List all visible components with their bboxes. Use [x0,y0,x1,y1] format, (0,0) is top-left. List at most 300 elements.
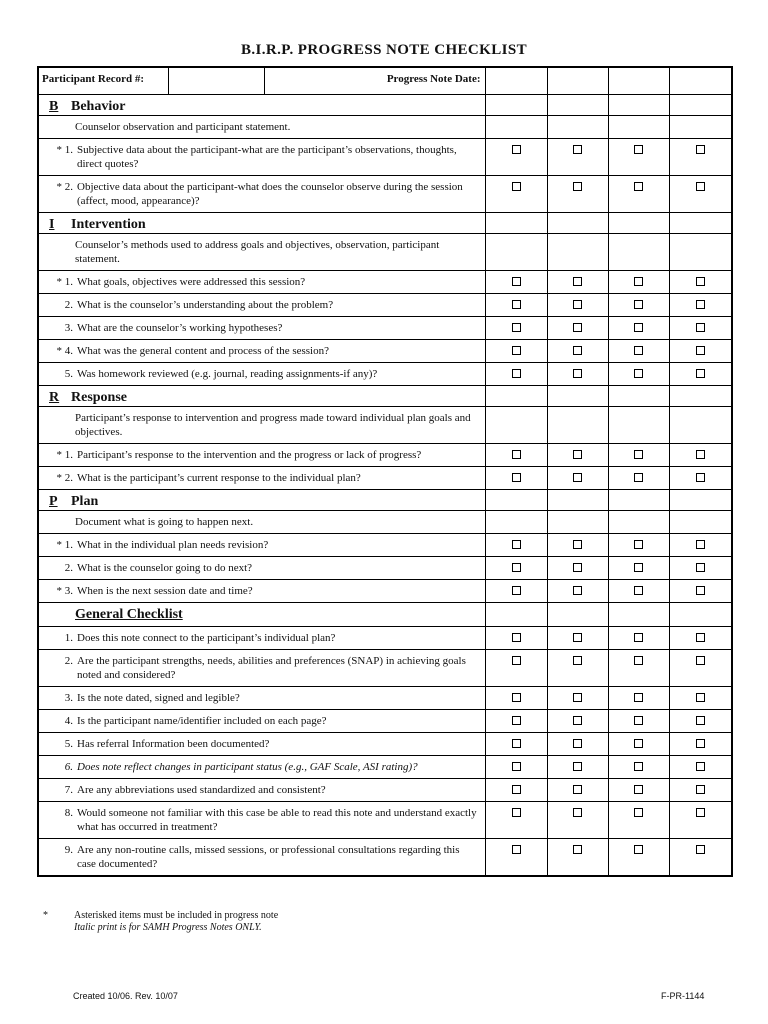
checkbox[interactable] [696,808,705,817]
section-name: Plan [71,494,99,509]
date-field-2[interactable] [547,67,608,95]
checkbox[interactable] [512,323,521,332]
checkbox-cell [485,687,547,710]
checkbox[interactable] [696,785,705,794]
checkbox-cell [485,802,547,839]
checklist-item [38,756,485,779]
checkbox[interactable] [634,845,643,854]
item-text: What is the participant’s current response to the individual plan? [77,472,361,484]
checkbox-cell [608,779,669,802]
checkbox[interactable] [696,323,705,332]
checkbox[interactable] [696,586,705,595]
checkbox-cell [608,534,669,557]
checkbox-cell [547,176,608,213]
checklist-item-row [38,139,732,176]
checklist-item-row [38,779,732,802]
item-content [39,444,485,466]
checkbox[interactable] [696,369,705,378]
header-row [38,67,732,95]
checkbox[interactable] [512,845,521,854]
checkbox[interactable] [512,808,521,817]
footer-form-id: F-PR-1144 [661,991,705,1001]
section-title [38,490,485,511]
date-field-1[interactable] [485,67,547,95]
item-number: 1. [64,632,73,644]
checkbox[interactable] [634,716,643,725]
date-field-3[interactable] [608,67,669,95]
checkbox[interactable] [696,540,705,549]
item-text: Was homework reviewed (e.g. journal, reading assignments-if any)? [77,368,378,380]
item-text: Are any abbreviations used standardized and consistent? [77,784,326,796]
checkbox[interactable] [634,450,643,459]
checkbox[interactable] [696,739,705,748]
checkbox[interactable] [696,473,705,482]
checkbox[interactable] [696,145,705,154]
blank-cell [608,603,669,627]
blank-cell [608,511,669,534]
checkbox[interactable] [696,300,705,309]
item-text: What was the general content and process of the session? [77,345,329,357]
item-content [39,839,485,875]
checkbox-cell [485,363,547,386]
item-number: * 2. [56,181,73,193]
checkbox-cell [608,271,669,294]
checkbox-cell [547,340,608,363]
section-title [38,213,485,234]
checkbox[interactable] [696,450,705,459]
item-number: 2. [64,655,73,667]
section-title-row [38,490,732,511]
checkbox-cell [485,627,547,650]
section-name: Behavior [71,99,126,114]
item-content [39,294,485,316]
checkbox[interactable] [573,739,582,748]
checklist-item [38,687,485,710]
checkbox[interactable] [512,346,521,355]
checklist-item-row [38,176,732,213]
checkbox[interactable] [634,739,643,748]
checkbox[interactable] [573,473,582,482]
checkbox[interactable] [634,586,643,595]
blank-cell [669,490,732,511]
checkbox-cell [485,580,547,603]
checkbox-cell [485,176,547,213]
checkbox[interactable] [512,739,521,748]
section-description: Document what is going to happen next. [38,511,485,534]
checkbox-cell [608,580,669,603]
checklist-item-row [38,534,732,557]
checkbox[interactable] [512,300,521,309]
item-number: * 2. [56,472,73,484]
checklist-item [38,363,485,386]
checkbox[interactable] [573,785,582,794]
checkbox-cell [547,467,608,490]
checklist-item [38,779,485,802]
checklist-item [38,710,485,733]
blank-cell [485,234,547,271]
participant-record-field[interactable] [168,67,264,95]
checkbox-cell [608,627,669,650]
checkbox[interactable] [573,277,582,286]
section-title-row [38,386,732,407]
item-text: What goals, objectives were addressed this session? [77,276,306,288]
checkbox-cell [669,687,732,710]
item-number: * 1. [56,276,73,288]
checkbox-cell [608,467,669,490]
checklist-item [38,627,485,650]
checkbox-cell [608,802,669,839]
section-name: Response [71,390,128,405]
checkbox-cell [608,687,669,710]
blank-cell [547,511,608,534]
checklist-item-row [38,444,732,467]
checkbox-cell [485,733,547,756]
item-number: 8. [64,807,73,819]
checkbox-cell [669,294,732,317]
item-content [39,650,485,686]
checkbox-cell [547,363,608,386]
checkbox[interactable] [573,300,582,309]
footnote-asterisk: * [43,910,48,921]
checkbox[interactable] [634,808,643,817]
checkbox[interactable] [512,473,521,482]
checklist-item-row [38,557,732,580]
checklist-item [38,802,485,839]
checkbox[interactable] [512,540,521,549]
item-content [39,534,485,556]
item-text: Are any non-routine calls, missed sessions, or professional consultations regarding this case documented? [77,844,460,870]
checkbox[interactable] [573,145,582,154]
blank-cell [669,95,732,116]
checkbox[interactable] [512,277,521,286]
checklist-item-row [38,627,732,650]
blank-cell [547,386,608,407]
item-text: Participant’s response to the intervention and the progress or lack of progress? [77,449,422,461]
checkbox-cell [669,340,732,363]
checkbox-cell [547,710,608,733]
item-content [39,317,485,339]
blank-cell [485,407,547,444]
item-text: Is the participant name/identifier included on each page? [77,715,327,727]
checkbox-cell [547,839,608,877]
checkbox[interactable] [573,182,582,191]
date-field-4[interactable] [669,67,732,95]
checkbox-cell [485,839,547,877]
checklist-item [38,557,485,580]
checklist-item-row [38,802,732,839]
checkbox[interactable] [573,656,582,665]
section-description: Counselor observation and participant statement. [38,116,485,139]
item-content [39,756,485,778]
checkbox-cell [608,317,669,340]
checkbox[interactable] [573,808,582,817]
checklist-item [38,444,485,467]
checkbox[interactable] [573,762,582,771]
item-number: 3. [64,322,73,334]
blank-cell [608,490,669,511]
checkbox-cell [608,756,669,779]
section-letter: P [49,494,58,509]
item-content [39,802,485,838]
checkbox[interactable] [512,369,521,378]
item-number: 5. [64,738,73,750]
item-content [39,363,485,385]
section-title-row [38,213,732,234]
checkbox-cell [669,733,732,756]
checklist-item-row [38,710,732,733]
blank-cell [669,603,732,627]
checkbox[interactable] [512,633,521,642]
item-text: What are the counselor’s working hypotheses? [77,322,283,334]
checkbox-cell [669,627,732,650]
blank-cell [547,407,608,444]
item-text: Does note reflect changes in participant status (e.g., GAF Scale, ASI rating)? [77,761,418,773]
checkbox[interactable] [634,563,643,572]
checkbox[interactable] [634,656,643,665]
blank-cell [485,95,547,116]
blank-cell [608,234,669,271]
section-letter: R [49,390,60,405]
checkbox-cell [547,627,608,650]
section-description-row [38,116,732,139]
section-title [38,386,485,407]
checkbox[interactable] [634,300,643,309]
italic-note: Italic print is for SAMH Progress Notes ONLY. [74,922,262,933]
checkbox[interactable] [512,563,521,572]
item-content [39,271,485,293]
checkbox[interactable] [573,693,582,702]
item-content [39,340,485,362]
item-number: 2. [64,562,73,574]
checkbox[interactable] [573,540,582,549]
checkbox[interactable] [512,145,521,154]
checkbox[interactable] [573,716,582,725]
checkbox[interactable] [634,323,643,332]
checkbox[interactable] [634,473,643,482]
checklist-item [38,650,485,687]
checkbox-cell [485,650,547,687]
footer-created: Created 10/06. Rev. 10/07 [73,991,178,1001]
checkbox[interactable] [573,586,582,595]
checkbox[interactable] [696,633,705,642]
checklist-item [38,580,485,603]
checkbox[interactable] [512,586,521,595]
item-content [39,779,485,801]
checkbox[interactable] [512,762,521,771]
checkbox[interactable] [512,656,521,665]
checkbox[interactable] [573,369,582,378]
checkbox-cell [485,444,547,467]
blank-cell [608,116,669,139]
checkbox[interactable] [512,182,521,191]
checkbox-cell [547,650,608,687]
section-description-row [38,407,732,444]
blank-cell [485,386,547,407]
checklist-table [37,66,733,877]
checkbox-cell [669,271,732,294]
item-text: What is the counselor’s understanding about the problem? [77,299,334,311]
checkbox[interactable] [696,277,705,286]
checklist-item-row [38,294,732,317]
checkbox-cell [669,710,732,733]
item-number: * 3. [56,585,73,597]
section-letter: B [49,99,59,114]
checkbox-cell [669,779,732,802]
general-checklist-title: General Checklist [38,603,485,627]
blank-cell [485,213,547,234]
checkbox-cell [485,779,547,802]
checkbox-cell [669,534,732,557]
checkbox[interactable] [696,563,705,572]
checkbox-cell [608,294,669,317]
checklist-item [38,176,485,213]
checkbox-cell [547,580,608,603]
checkbox-cell [608,444,669,467]
section-description: Participant’s response to intervention and progress made toward individual plan goals and objectives. [38,407,485,444]
item-content [39,627,485,649]
item-content [39,710,485,732]
checkbox-cell [485,139,547,176]
checkbox[interactable] [573,323,582,332]
checkbox[interactable] [512,785,521,794]
blank-cell [547,490,608,511]
checkbox[interactable] [573,563,582,572]
item-content [39,580,485,602]
checkbox[interactable] [634,762,643,771]
checkbox-cell [669,317,732,340]
checkbox-cell [547,139,608,176]
checklist-item-row [38,839,732,877]
checklist-item [38,839,485,877]
checklist-item-row [38,733,732,756]
section-title-row [38,95,732,116]
progress-note-date-label: Progress Note Date: [264,67,485,95]
checkbox[interactable] [512,693,521,702]
checkbox-cell [485,294,547,317]
checkbox-cell [547,779,608,802]
checklist-item [38,733,485,756]
checklist-item-row [38,317,732,340]
checklist-item-row [38,271,732,294]
item-content [39,557,485,579]
checkbox[interactable] [634,277,643,286]
checkbox[interactable] [512,450,521,459]
item-text: Objective data about the participant-what does the counselor observe during the session (affect, mood, appearance)? [77,181,463,207]
checkbox-cell [669,176,732,213]
checkbox-cell [669,467,732,490]
blank-cell [669,234,732,271]
checkbox-cell [485,340,547,363]
checkbox-cell [485,467,547,490]
item-text: Has referral Information been documented? [77,738,270,750]
checkbox-cell [608,363,669,386]
footnotes [43,910,278,934]
checkbox-cell [608,650,669,687]
checkbox-cell [547,271,608,294]
checkbox[interactable] [573,346,582,355]
item-number: 3. [64,692,73,704]
item-number: 2. [64,299,73,311]
checkbox[interactable] [696,716,705,725]
checkbox-cell [669,139,732,176]
checklist-item [38,294,485,317]
item-content [39,687,485,709]
blank-cell [608,386,669,407]
checklist-item [38,534,485,557]
item-text: Does this note connect to the participant’s individual plan? [77,632,336,644]
item-text: When is the next session date and time? [77,585,253,597]
checkbox[interactable] [634,633,643,642]
section-description-row [38,511,732,534]
blank-cell [669,407,732,444]
blank-cell [669,116,732,139]
item-text: Subjective data about the participant-what are the participant’s observations, thoughts, direct quotes? [77,144,457,170]
blank-cell [547,116,608,139]
checkbox[interactable] [696,656,705,665]
checklist-item [38,340,485,363]
checkbox[interactable] [696,346,705,355]
checkbox[interactable] [696,762,705,771]
checkbox[interactable] [573,845,582,854]
checkbox[interactable] [634,182,643,191]
item-content [39,176,485,212]
checkbox[interactable] [512,716,521,725]
checkbox[interactable] [573,633,582,642]
checkbox-cell [608,710,669,733]
checkbox-cell [485,317,547,340]
checkbox[interactable] [634,145,643,154]
checkbox-cell [608,176,669,213]
item-number: * 1. [56,144,73,156]
checkbox[interactable] [634,785,643,794]
checkbox-cell [669,756,732,779]
blank-cell [547,234,608,271]
item-text: Would someone not familiar with this case be able to read this note and understand exactly what has occurred in treatment? [77,807,477,833]
checkbox-cell [547,733,608,756]
checkbox-cell [547,687,608,710]
checklist-item [38,139,485,176]
section-title [38,95,485,116]
checkbox[interactable] [696,182,705,191]
participant-record-label: Participant Record #: [38,67,168,95]
checkbox[interactable] [634,369,643,378]
checkbox-cell [485,534,547,557]
blank-cell [547,603,608,627]
checkbox[interactable] [573,450,582,459]
checkbox[interactable] [696,693,705,702]
checkbox-cell [547,756,608,779]
blank-cell [669,386,732,407]
section-description-row [38,234,732,271]
item-content [39,139,485,175]
checklist-item-row [38,650,732,687]
blank-cell [608,213,669,234]
blank-cell [485,603,547,627]
checkbox-cell [485,710,547,733]
checkbox[interactable] [696,845,705,854]
blank-cell [485,511,547,534]
checkbox[interactable] [634,540,643,549]
checkbox-cell [669,363,732,386]
blank-cell [608,95,669,116]
checkbox[interactable] [634,693,643,702]
checkbox-cell [547,557,608,580]
checkbox-cell [669,839,732,877]
checkbox[interactable] [634,346,643,355]
checkbox-cell [547,802,608,839]
checklist-item [38,467,485,490]
item-number: 9. [64,844,73,856]
